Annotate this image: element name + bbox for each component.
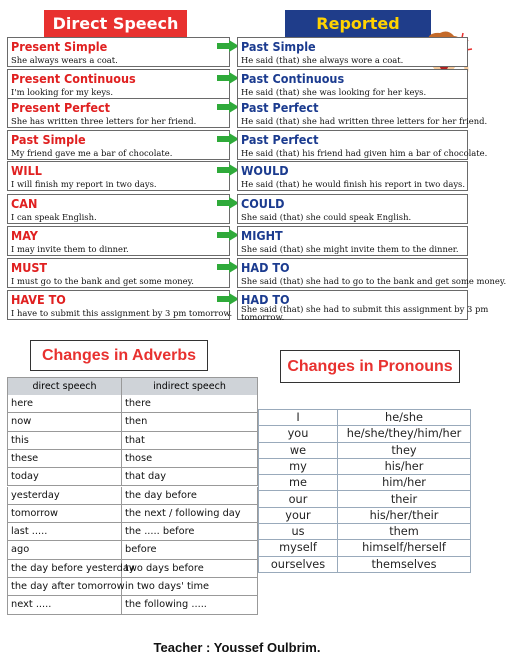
adverbs-header-indirect: indirect speech [122,377,258,395]
pronoun-reported: they [391,443,417,457]
pronouns-row [259,475,470,491]
direct-example: I may invite them to dinner. [11,244,129,254]
adverb-direct: the day before yesterday [7,560,122,578]
adverb-direct: now [7,413,122,431]
pronoun-direct: I [296,411,300,424]
pronouns-row [259,508,470,524]
adverb-indirect: two days before [122,560,258,578]
reported-example: He said (that) he would finish his report in two days. [241,179,466,189]
reported-tense-cell [237,98,488,128]
adverbs-row [7,560,258,578]
direct-tense-label: Present Simple [11,39,108,54]
green-arrow-icon [217,261,239,273]
pronoun-reported: himself/herself [362,541,446,555]
adverb-direct: these [7,450,122,468]
reported-tense-label: COULD [241,196,285,211]
reported-example: She said (that) she could speak English. [241,212,412,222]
reported-example-continued: tomorrow. [241,312,285,322]
direct-tense-label: Present Continuous [11,71,136,86]
direct-tense-label: CAN [11,196,38,211]
adverbs-title: Changes in Adverbs [30,340,208,371]
adverb-indirect: the following ..... [122,596,258,614]
green-arrow-icon [217,133,239,145]
direct-tense-label: Present Perfect [11,100,111,115]
green-arrow-icon [217,293,239,305]
pronoun-reported: he/she [385,411,423,424]
direct-tense-cell [7,69,230,99]
reported-example: She said (that) she had to go to the bank and get some money. [241,276,506,286]
pronoun-direct: we [289,443,307,457]
direct-tense-label: HAVE TO [11,292,66,307]
direct-example: My friend gave me a bar of chocolate. [11,148,173,158]
reported-example: She said (that) she might invite them to the dinner. [241,244,459,254]
reported-tense-cell [237,130,488,160]
adverb-indirect: that day [122,468,258,486]
reported-tense-label: Past Continuous [241,71,345,86]
adverbs-row [7,395,258,413]
adverb-indirect: before [122,541,258,559]
pronoun-reported: him/her [382,476,426,490]
adverb-direct: yesterday [7,487,122,505]
adverb-direct: last ..... [7,523,122,541]
adverbs-row [7,578,258,596]
reported-speech-header: Reported [285,10,431,37]
pronouns-row [259,443,470,459]
pronoun-direct: myself [279,541,317,555]
adverb-direct: ago [7,541,122,559]
adverb-direct: tomorrow [7,505,122,523]
green-arrow-icon [217,72,239,84]
direct-tense-cell [7,290,233,320]
adverbs-row [7,505,258,523]
adverbs-row [7,450,258,468]
adverb-direct: today [7,468,122,486]
reported-tense-label: HAD TO [241,292,290,307]
teacher-credit: Teacher : Youssef Oulbrim. [153,640,321,655]
adverb-indirect: in two days' time [122,578,258,596]
reported-tense-cell [237,161,468,191]
adverbs-header-direct: direct speech [7,377,122,395]
adverb-indirect: the next / following day [122,505,258,523]
pronouns-row [259,524,470,540]
adverbs-row [7,523,258,541]
pronouns-row [259,459,470,475]
pronoun-direct: me [289,476,307,490]
reported-example: He said (that) his friend had given him a bar of chocolate. [241,148,488,158]
green-arrow-icon [217,164,239,176]
direct-example: I will finish my report in two days. [11,179,157,189]
adverbs-row [7,413,258,431]
direct-tense-label: Past Simple [11,132,86,147]
pronoun-reported: his/her/their [369,508,439,522]
pronouns-row [259,492,470,508]
pronouns-row [259,557,470,573]
pronoun-direct: your [285,508,311,522]
pronouns-table [258,409,471,573]
direct-example: I'm looking for my keys. [11,87,114,97]
reported-example: He said (that) she was looking for her keys. [241,87,427,97]
adverbs-row [7,596,258,614]
pronoun-direct: my [289,459,307,473]
adverbs-row [7,487,258,505]
reported-tense-cell [237,37,468,67]
reported-tense-cell [237,290,489,322]
adverb-indirect: then [122,413,258,431]
pronoun-direct: ourselves [270,557,326,571]
reported-tense-cell [237,258,506,288]
reported-tense-label: Past Simple [241,39,316,54]
adverbs-row [7,432,258,450]
direct-example: I must go to the bank and get some money. [11,276,194,286]
reported-example: She said (that) she had to submit this assignment by 3 pm [241,304,489,314]
reported-tense-cell [237,69,468,99]
pronoun-direct: us [291,525,305,539]
direct-tense-label: MAY [11,228,38,243]
pronoun-direct: you [287,427,309,441]
adverb-indirect: the ..... before [122,523,258,541]
pronoun-reported: them [389,525,419,539]
green-arrow-icon [217,197,239,209]
adverb-direct: here [7,395,122,413]
direct-tense-cell [7,226,230,256]
direct-example: I can speak English. [11,212,97,222]
adverb-direct: this [7,432,122,450]
adverbs-row [7,468,258,486]
adverb-direct: next ..... [7,596,122,614]
adverb-indirect: that [122,432,258,450]
tense-changes-table [7,37,506,322]
adverbs-row [7,541,258,559]
green-arrow-icon [217,101,239,113]
reported-tense-label: WOULD [241,163,289,178]
direct-tense-label: MUST [11,260,48,275]
direct-tense-cell [7,194,230,224]
direct-example: She has written three letters for her friend. [11,116,197,126]
reported-tense-cell [237,226,468,256]
direct-tense-cell [7,258,230,288]
reported-example: He said (that) she had written three letters for her friend. [241,116,488,126]
reported-tense-label: Past Perfect [241,100,319,115]
direct-tense-label: WILL [11,163,42,178]
direct-tense-cell [7,37,230,67]
pronoun-reported: he/she/they/him/her [346,427,462,441]
pronoun-reported: his/her [384,459,424,473]
direct-speech-header: Direct Speech [44,10,187,37]
reported-tense-cell [237,194,468,224]
adverb-indirect: there [122,395,258,413]
pronoun-reported: themselves [371,557,437,571]
adverb-indirect: those [122,450,258,468]
green-arrow-icon [217,229,239,241]
pronouns-row [259,410,470,426]
adverb-direct: the day after tomorrow [7,578,122,596]
pronoun-direct: our [288,492,308,506]
direct-example: She always wears a coat. [11,55,118,65]
reported-example: He said (that) she always wore a coat. [241,55,404,65]
adverb-indirect: the day before [122,487,258,505]
reported-tense-label: HAD TO [241,260,290,275]
reported-tense-label: MIGHT [241,228,283,243]
pronouns-title: Changes in Pronouns [280,350,460,383]
direct-example: I have to submit this assignment by 3 pm tomorrow. [11,308,233,318]
direct-tense-cell [7,161,230,191]
reported-tense-label: Past Perfect [241,132,319,147]
direct-tense-cell [7,130,230,160]
green-arrow-icon [217,40,239,52]
direct-tense-cell [7,98,230,128]
pronouns-row [259,540,470,556]
pronouns-row [259,426,470,442]
pronoun-reported: their [390,492,418,506]
